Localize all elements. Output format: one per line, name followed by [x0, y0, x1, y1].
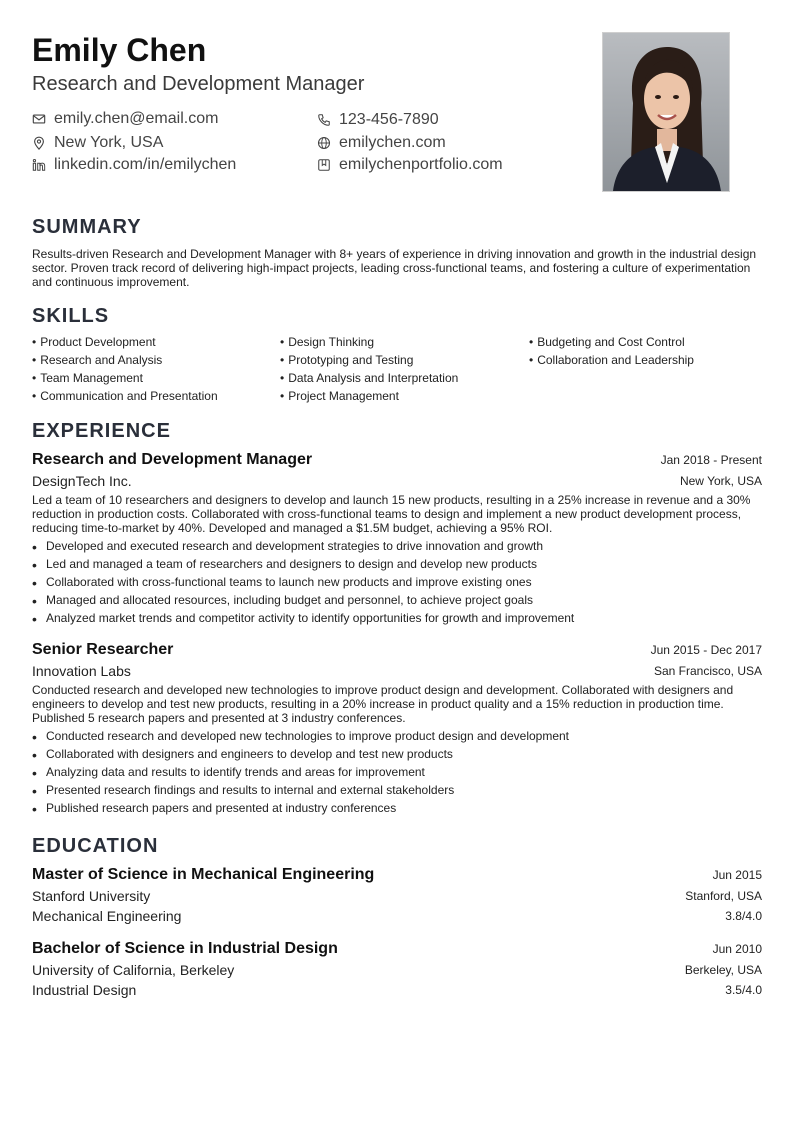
degree-title: Bachelor of Science in Industrial Design	[32, 940, 338, 957]
job-company: Innovation Labs	[32, 663, 131, 679]
job-bullet: • Analyzing data and results to identify trends and areas for improvement	[32, 763, 762, 781]
job-date: Jun 2015 - Dec 2017	[650, 643, 762, 657]
job-bullet: • Collaborated with designers and engineers to develop and test new products	[32, 745, 762, 763]
job-title: Research and Development Manager	[32, 451, 313, 468]
location-pin-icon	[32, 136, 46, 150]
degree-field: Industrial Design	[32, 982, 137, 998]
skill-item: • Product Development	[32, 335, 156, 349]
job-bullet: • Published research papers and presented at industry conferences	[32, 799, 762, 817]
skill-item: • Prototyping and Testing	[280, 353, 413, 367]
candidate-name: Emily Chen	[32, 32, 207, 68]
linkedin-icon	[32, 158, 46, 172]
website-text: emilychen.com	[339, 134, 446, 151]
degree-field: Mechanical Engineering	[32, 908, 182, 924]
skill-item: • Collaboration and Leadership	[529, 353, 694, 367]
degree-date: Jun 2010	[712, 942, 762, 956]
phone-text: 123-456-7890	[339, 111, 439, 128]
job-company: DesignTech Inc.	[32, 473, 132, 489]
job-bullet: • Conducted research and developed new technologies to improve product design and development	[32, 727, 762, 745]
skill-item: • Project Management	[280, 389, 399, 403]
degree-gpa: 3.5/4.0	[725, 983, 762, 997]
skill-item: • Budgeting and Cost Control	[529, 335, 685, 349]
globe-icon	[317, 136, 331, 150]
linkedin-text: linkedin.com/in/emilychen	[54, 156, 237, 173]
summary-text: Results-driven Research and Development Manager with 8+ years of experience in driving innovation and growth in the industrial design sector. Proven track record of delivering high-impact projects, leading cross-functional teams, and fostering a culture of experimentation and continuous improvement.	[32, 247, 757, 289]
contact-email[interactable]	[32, 108, 218, 130]
education-heading: EDUCATION	[32, 835, 159, 857]
skills-heading: SKILLS	[32, 305, 110, 327]
school-location: Berkeley, USA	[684, 963, 762, 977]
skill-item: • Data Analysis and Interpretation	[280, 371, 458, 385]
job-bullets	[32, 537, 762, 627]
degree-gpa: 3.8/4.0	[725, 909, 762, 923]
profile-photo	[602, 32, 730, 192]
job-location: New York, USA	[679, 474, 762, 488]
job-description: Conducted research and developed new technologies to improve product design and development. Collaborated with designers and engineers to develop and test new products, resulting in a 20% increase in product quality and a 15% reduction in production time. Published 5 research papers and presented at 3 industry conferences.	[32, 683, 734, 725]
job-description: Led a team of 10 researchers and designers to develop and launch 15 new products, resulting in a 25% increase in revenue and a 30% reduction in production costs. Collaborated with cross-functional teams to design and implement a new product development process, reducing time-to-market by 40%. Developed and managed a $1.5M budget, achieving a 95% ROI.	[32, 493, 751, 535]
degree-date: Jun 2015	[712, 868, 762, 882]
location-text: New York, USA	[54, 134, 164, 151]
school-location: Stanford, USA	[685, 889, 762, 903]
degree-title: Master of Science in Mechanical Engineering	[32, 866, 375, 883]
portfolio-text: emilychenportfolio.com	[339, 156, 503, 173]
job-title: Senior Researcher	[32, 641, 174, 658]
candidate-role: Research and Development Manager	[32, 73, 365, 95]
contact-phone[interactable]	[317, 109, 439, 131]
job-date: Jan 2018 - Present	[660, 453, 762, 467]
phone-icon	[317, 113, 331, 127]
job-bullet: • Presented research findings and results to internal and external stakeholders	[32, 781, 762, 799]
portfolio-icon	[317, 158, 331, 172]
contact-portfolio[interactable]	[317, 154, 503, 176]
job-bullet: • Developed and executed research and development strategies to drive innovation and growth	[32, 537, 762, 555]
skill-item: • Communication and Presentation	[32, 389, 218, 403]
summary-heading: SUMMARY	[32, 216, 142, 238]
job-bullet: • Collaborated with cross-functional teams to launch new products and improve existing ones	[32, 573, 762, 591]
contact-location	[32, 132, 163, 154]
contact-website[interactable]	[317, 132, 446, 154]
job-bullet: • Led and managed a team of researchers and designers to design and develop new products	[32, 555, 762, 573]
job-location: San Francisco, USA	[653, 664, 762, 678]
job-bullet: • Managed and allocated resources, including budget and personnel, to achieve project goals	[32, 591, 762, 609]
experience-heading: EXPERIENCE	[32, 420, 171, 442]
email-text: emily.chen@email.com	[54, 110, 219, 127]
job-bullet: • Analyzed market trends and competitor activity to identify opportunities for growth and improvement	[32, 609, 762, 627]
contact-linkedin[interactable]	[32, 154, 236, 176]
school-name: University of California, Berkeley	[32, 962, 235, 978]
skill-item: • Design Thinking	[280, 335, 374, 349]
portrait-image	[603, 33, 729, 191]
school-name: Stanford University	[32, 888, 151, 904]
job-bullets	[32, 727, 762, 817]
skill-item: • Research and Analysis	[32, 353, 162, 367]
mail-icon	[32, 112, 46, 126]
skill-item: • Team Management	[32, 371, 143, 385]
